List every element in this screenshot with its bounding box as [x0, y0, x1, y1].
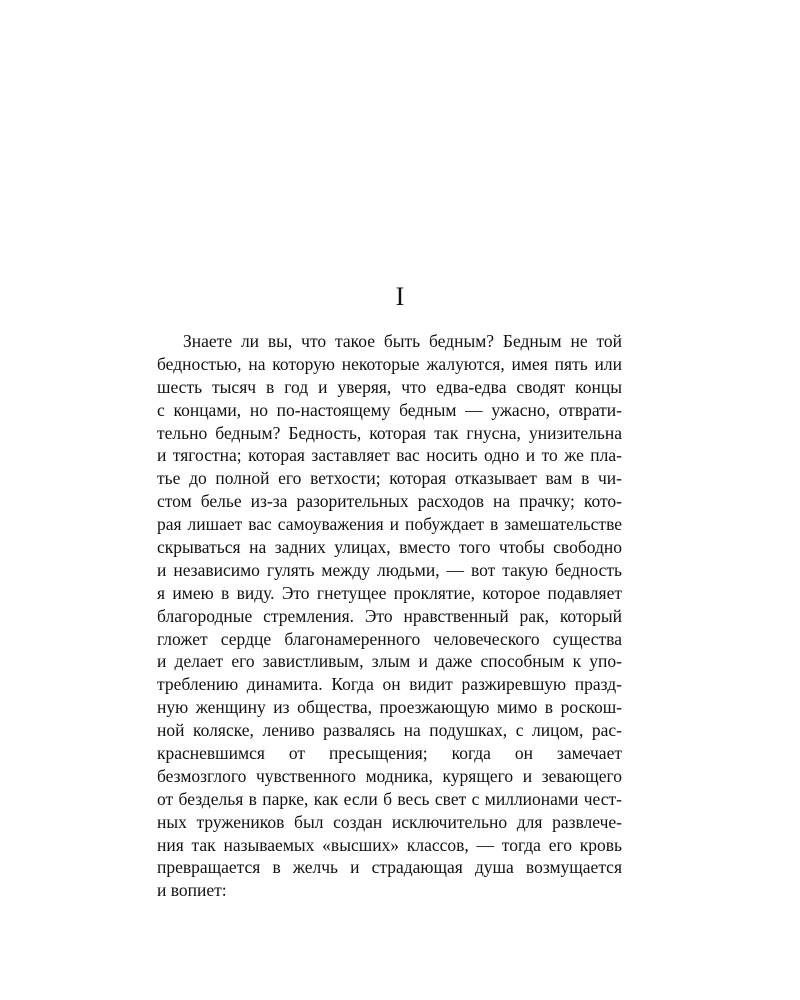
text-line: и вопиет:	[157, 880, 227, 901]
text-line: бедностью, на которую некоторые жалуются, имея пять или	[157, 353, 622, 374]
text-line: гложет сердце благонамеренного человеческого существа	[157, 628, 622, 649]
text-line: и тягостна; которая заставляет вас носить одно и то же пла-	[157, 445, 622, 466]
text-line: красневшимся от пресыщения; когда он замечает	[157, 743, 622, 764]
text-line: шесть тысяч в год и уверяя, что едва-едва сводят концы	[157, 376, 622, 397]
text-line: и делает его завистливым, злым и даже способным к упо-	[157, 651, 622, 672]
text-line: безмозглого чувственного модника, курящего и зевающего	[157, 765, 622, 786]
text-line: треблению динамита. Когда он видит разжиревшую празд-	[157, 674, 622, 695]
text-line: с концами, но по-настоящему бедным — ужасно, отврати-	[157, 399, 622, 420]
text-line: стом белье из-за разорительных расходов на прачку; кото-	[157, 491, 622, 512]
text-line: тье до полной его ветхости; которая отказывает вам в чи-	[157, 468, 622, 489]
text-line: скрываться на задних улицах, вместо того чтобы свободно	[157, 537, 622, 558]
text-line: тельно бедным? Бедность, которая так гнусна, унизительна	[157, 422, 622, 443]
text-line: ных тружеников был создан исключительно для развлече-	[157, 811, 622, 832]
text-line: ную женщину из общества, проезжающую мимо в роскош-	[157, 697, 622, 718]
chapter-text	[157, 330, 622, 902]
text-line: от безделья в парке, как если б весь свет с миллионами чест-	[157, 788, 622, 809]
text-line: ной коляске, лениво развалясь на подушках, с лицом, рас-	[157, 720, 622, 741]
text-line: рая лишает вас самоуважения и побуждает в замешательстве	[157, 514, 622, 535]
text-line: благородные стремления. Это нравственный рак, который	[157, 605, 622, 626]
chapter-number: I	[395, 282, 405, 311]
text-line: превращается в желчь и страдающая душа возмущается	[157, 857, 622, 878]
text-line: ния так называемых «высших» классов, — тогда его кровь	[157, 834, 622, 855]
text-line: и независимо гулять между людьми, — вот такую бедность	[157, 559, 622, 580]
text-line: я имею в виду. Это гнетущее проклятие, которое подавляет	[157, 582, 622, 603]
text-line: Знаете ли вы, что такое быть бедным? Бедным не той	[183, 331, 622, 351]
